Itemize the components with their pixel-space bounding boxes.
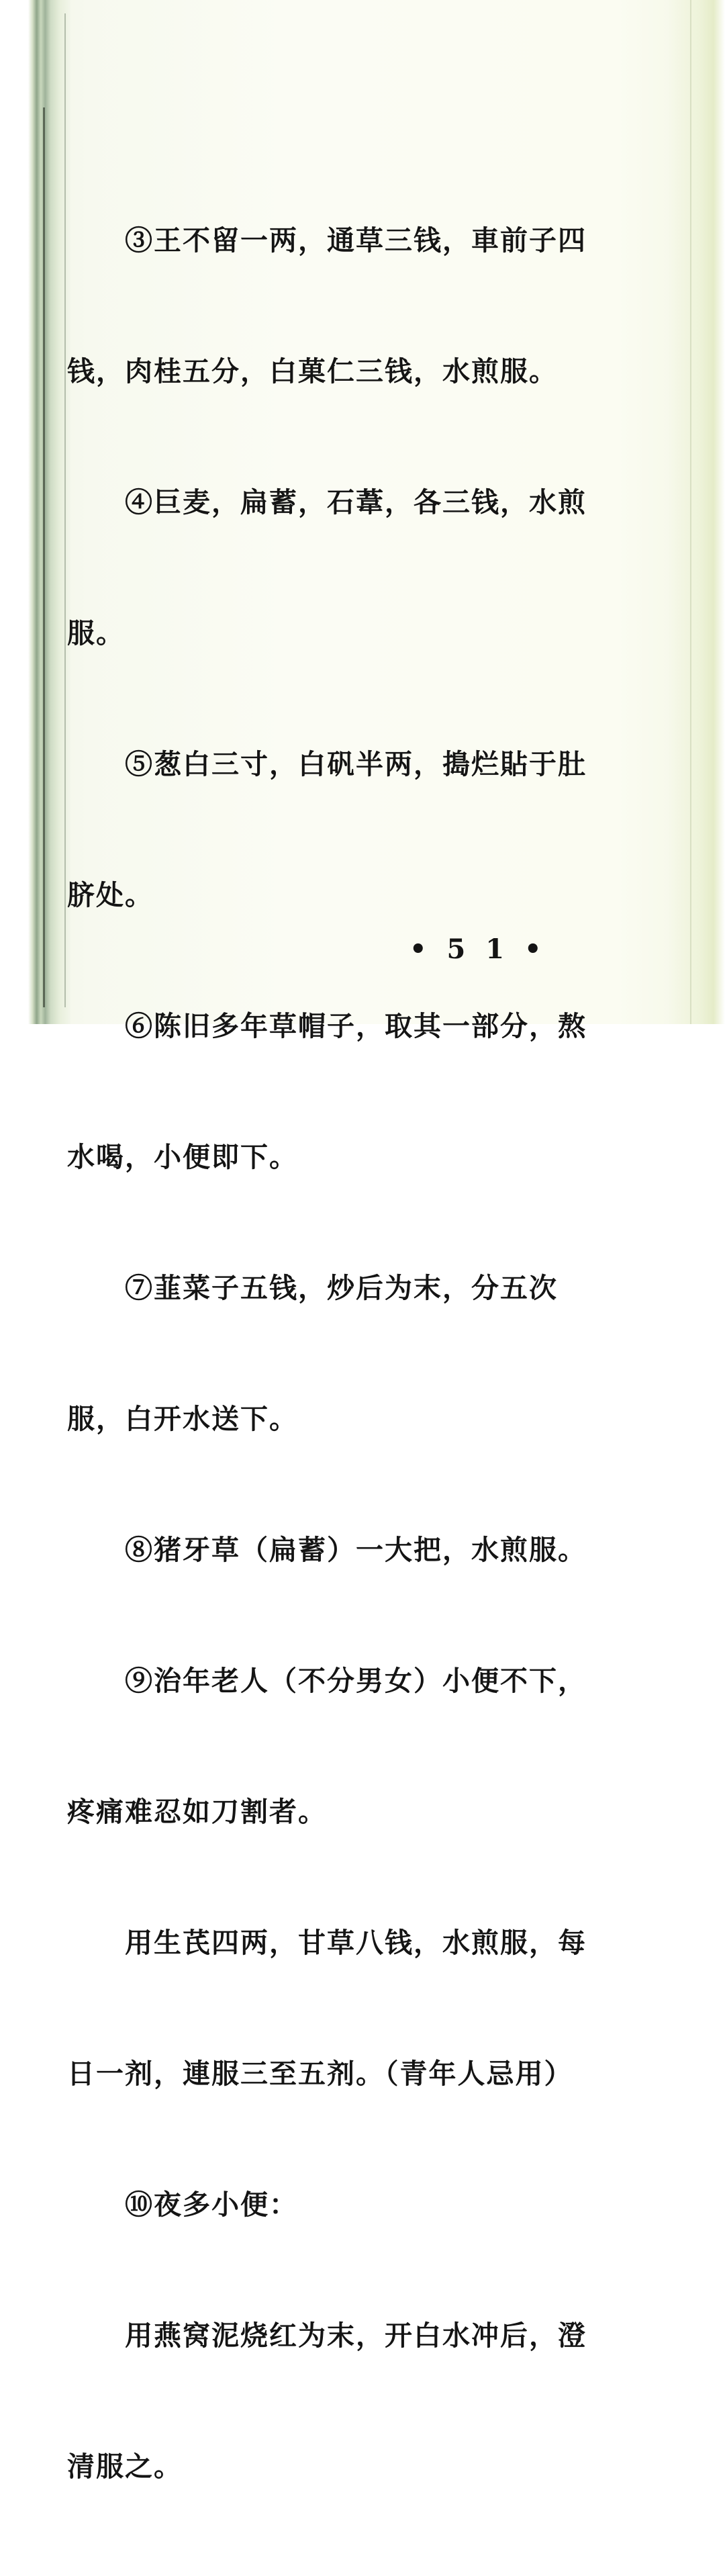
page-number: • 5 1 • [409, 933, 547, 965]
text-line: ⑤葱白三寸，白矾半两，搗烂貼于肚 [125, 748, 587, 780]
text-line: ③王不留一两，通草三钱，車前子四 [125, 224, 587, 257]
binding-shadow-line [43, 107, 45, 1007]
body-text [67, 132, 604, 2576]
text-line: 用生芪四两，甘草八钱，水煎服，每 [125, 1927, 587, 1959]
text-line: 钱，肉桂五分，白菓仁三钱，水煎服。 [67, 355, 558, 387]
text-line: ⑩夜多小便： [125, 2189, 298, 2221]
text-line: ⑥陈旧多年草帽子，取其一部分，熬 [125, 1010, 587, 1042]
text-line: 用燕窝泥烧红为末，开白水冲后，澄 [125, 2319, 587, 2352]
page-edge-line [64, 13, 66, 1007]
right-page-edge [668, 0, 725, 1024]
binding-edge [0, 0, 70, 1024]
text-line: 服。 [67, 617, 125, 649]
text-line: ⑨治年老人（不分男女）小便不下， [125, 1665, 587, 1697]
text-line: ⑧猪牙草（扁蓄）一大把，水煎服。 [125, 1534, 587, 1566]
text-line: 脐处。 [67, 879, 154, 911]
text-line: ④巨麦，扁蓄，石葦，各三钱，水煎 [125, 486, 587, 518]
right-fold-line [690, 0, 691, 1024]
text-line: 水喝，小便即下。 [67, 1141, 298, 1173]
text-line: 服，白开水送下。 [67, 1403, 298, 1435]
text-line: 疼痛难忍如刀割者。 [67, 1796, 327, 1828]
text-line: 清服之。 [67, 2450, 183, 2483]
text-line: 日一剂，連服三至五剂。（青年人忌用） [67, 2058, 573, 2090]
text-line: ⑦韮菜子五钱，炒后为末，分五次 [125, 1272, 558, 1304]
